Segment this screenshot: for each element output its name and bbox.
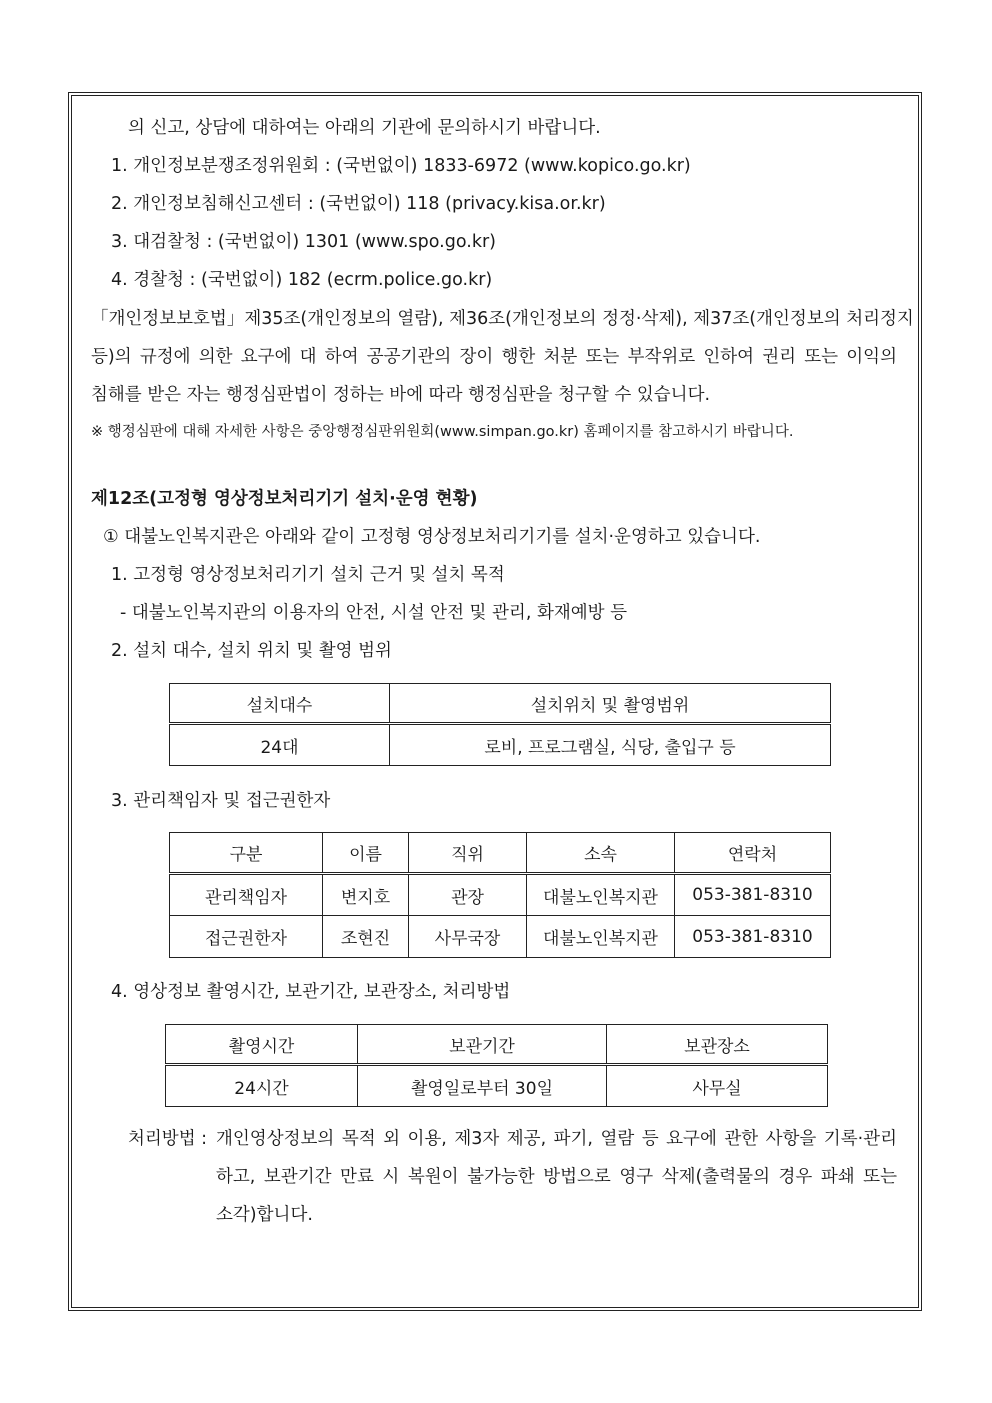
method-line: 개인영상정보의 목적 외 이용, 제3자 제공, 파기, 열람 등 요구에 관한 사항을 기록·관리 — [216, 1129, 897, 1149]
storage-table — [165, 1024, 828, 1107]
install-header-count: 설치대수 — [170, 684, 390, 724]
install-table — [169, 683, 831, 766]
managers-header-position: 직위 — [409, 833, 527, 874]
storage-place: 사무실 — [607, 1065, 828, 1107]
install-count: 24대 — [170, 724, 390, 766]
storage-period: 촬영일로부터 30일 — [358, 1065, 607, 1107]
cell-name: 조현진 — [323, 916, 409, 958]
storage-time: 24시간 — [166, 1065, 358, 1107]
method-line: 하고, 보관기간 만료 시 복원이 불가능한 방법으로 영구 삭제(출력물의 경우 파쇄 또는 — [216, 1167, 897, 1187]
table-row — [170, 874, 831, 916]
method-line: 소각)합니다. — [216, 1205, 313, 1225]
appeal-paragraph-line: 침해를 받은 자는 행정심판법이 정하는 바에 따라 행정심판을 청구할 수 있습니다. — [91, 385, 711, 405]
agency-item: 4. 경찰청 : (국번없이) 182 (ecrm.police.go.kr) — [111, 270, 493, 290]
storage-header-period: 보관기간 — [358, 1025, 607, 1065]
storage-header-time: 촬영시간 — [166, 1025, 358, 1065]
cell-affiliation: 대불노인복지관 — [527, 874, 675, 916]
item-3-title: 3. 관리책임자 및 접근권한자 — [111, 791, 331, 811]
cell-name: 변지호 — [323, 874, 409, 916]
managers-header-category: 구분 — [170, 833, 323, 874]
table-row — [170, 916, 831, 958]
cell-affiliation: 대불노인복지관 — [527, 916, 675, 958]
install-header-location: 설치위치 및 촬영범위 — [390, 684, 831, 724]
managers-header-affiliation: 소속 — [527, 833, 675, 874]
cell-position: 사무국장 — [409, 916, 527, 958]
appeal-note: ※ 행정심판에 대해 자세한 사항은 중앙행정심판위원회(www.simpan.go.kr) 홈페이지를 참고하시기 바랍니다. — [91, 424, 794, 440]
appeal-paragraph-line: 「개인정보보호법」제35조(개인정보의 열람), 제36조(개인정보의 정정·삭제), 제37조(개인정보의 처리정지 — [91, 309, 914, 329]
managers-header-name: 이름 — [323, 833, 409, 874]
agency-item: 1. 개인정보분쟁조정위원회 : (국번없이) 1833-6972 (www.kopico.go.kr) — [111, 156, 691, 176]
article-12-title: 제12조(고정형 영상정보처리기기 설치·운영 현황) — [91, 489, 478, 509]
agency-item: 2. 개인정보침해신고센터 : (국번없이) 118 (privacy.kisa.or.kr) — [111, 194, 606, 214]
item-4-title: 4. 영상정보 촬영시간, 보관기간, 보관장소, 처리방법 — [111, 982, 511, 1002]
cell-contact: 053-381-8310 — [675, 874, 831, 916]
item-2-title: 2. 설치 대수, 설치 위치 및 촬영 범위 — [111, 641, 392, 661]
item-1-detail: - 대불노인복지관의 이용자의 안전, 시설 안전 및 관리, 화재예방 등 — [120, 603, 628, 623]
managers-table — [169, 832, 831, 958]
install-location: 로비, 프로그램실, 식당, 출입구 등 — [390, 724, 831, 766]
cell-category: 관리책임자 — [170, 874, 323, 916]
item-1-title: 1. 고정형 영상정보처리기기 설치 근거 및 설치 목적 — [111, 565, 505, 585]
cell-position: 관장 — [409, 874, 527, 916]
agency-item: 3. 대검찰청 : (국번없이) 1301 (www.spo.go.kr) — [111, 232, 496, 252]
method-label: 처리방법 : — [128, 1129, 208, 1149]
appeal-paragraph-line: 등)의 규정에 의한 요구에 대 하여 공공기관의 장이 행한 처분 또는 부작위로 인하여 권리 또는 이익의 — [91, 347, 897, 367]
intro-line: 의 신고, 상담에 대하여는 아래의 기관에 문의하시기 바랍니다. — [128, 118, 601, 138]
cell-contact: 053-381-8310 — [675, 916, 831, 958]
cell-category: 접근권한자 — [170, 916, 323, 958]
clause-1: ① 대불노인복지관은 아래와 같이 고정형 영상정보처리기기를 설치·운영하고 있습니다. — [103, 527, 761, 547]
storage-header-place: 보관장소 — [607, 1025, 828, 1065]
managers-header-contact: 연락처 — [675, 833, 831, 874]
